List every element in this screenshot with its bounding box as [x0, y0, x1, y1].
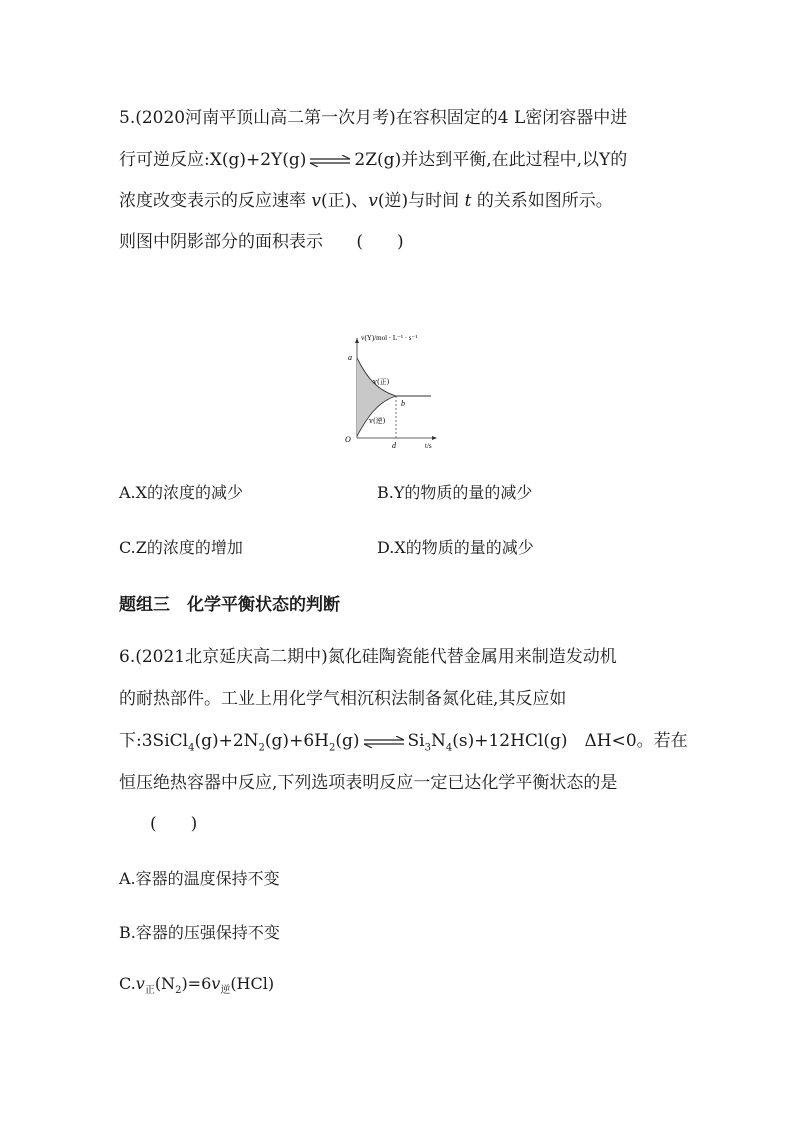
q6-text: Si [407, 731, 425, 751]
q5-line-1 [119, 106, 627, 130]
y-axis-label: v(Y)/mol · L⁻¹ · s⁻¹ [361, 334, 418, 342]
label-d: d [392, 441, 396, 450]
q6-line-3 [119, 729, 688, 760]
q6-option-b[interactable]: B.容器的压强保持不变 [119, 923, 280, 942]
q5-var: v [368, 191, 378, 211]
equilibrium-arrow-icon [362, 736, 406, 748]
x-axis-arrow-icon [432, 436, 437, 440]
option-var: v [135, 974, 145, 993]
subscript: 2 [175, 985, 182, 997]
q5-text: 2Z(g)并达到平衡,在此过程中,以Y的 [354, 150, 628, 170]
subscript: 正 [144, 985, 155, 997]
option-text: (HCl) [230, 974, 275, 993]
reverse-rate-label: v(逆) [369, 417, 386, 425]
label-a: a [348, 353, 352, 362]
x-axis-label: t/s [425, 442, 432, 450]
q5-line-2 [119, 148, 627, 172]
option-var: v [211, 974, 221, 993]
q6-line-2 [119, 687, 566, 711]
subscript: 2 [328, 742, 336, 754]
answer-blank: ( ) [356, 232, 404, 252]
label-b: b [401, 399, 405, 408]
q6-text: 恒压绝热容器中反应,下列选项表明反应一定已达化学平衡状态的是 [119, 773, 618, 793]
option-text: )=6 [181, 974, 212, 993]
q5-text: 浓度改变表示的反应速率 [119, 191, 306, 211]
q6-text: 的耐热部件。工业上用化学气相沉积法制备氮化硅,其反应如 [119, 689, 567, 709]
q5-text: 的关系如图所示。 [476, 191, 613, 211]
q6-line-5 [150, 812, 197, 836]
answer-blank: ( ) [150, 814, 198, 834]
section-title: 题组三 化学平衡状态的判断 [119, 595, 340, 615]
q5-line-4 [119, 230, 404, 254]
q6-text: (s)+12HCl(g) ΔH<0。若在 [452, 731, 688, 751]
y-axis-arrow-icon [355, 338, 359, 343]
subscript: 3 [424, 742, 431, 754]
q5-line-3 [119, 189, 613, 213]
q6-text: (g)+2N [194, 731, 259, 751]
option-text: (N [154, 974, 176, 993]
subscript: 4 [188, 742, 195, 754]
q5-text: (逆)与时间 [377, 191, 460, 211]
equilibrium-arrow-icon [308, 155, 352, 167]
rate-time-graph [337, 328, 457, 456]
q5-option-c[interactable]: C.Z的浓度的增加 [119, 538, 243, 557]
q6-line-4 [119, 771, 617, 795]
q6-line-1 [119, 645, 617, 669]
q5-var: v [311, 191, 322, 211]
label-origin: O [345, 435, 351, 444]
q6-option-a[interactable]: A.容器的温度保持不变 [119, 869, 280, 888]
q6-text: (g) [335, 731, 360, 751]
q5-option-d[interactable]: D.X的物质的量的减少 [377, 538, 534, 557]
q5-option-a[interactable]: A.X的浓度的减少 [119, 483, 244, 502]
subscript: 4 [445, 742, 453, 754]
option-text: C. [119, 974, 136, 993]
q5-text: (正)、 [321, 191, 369, 211]
subscript: 逆 [220, 985, 231, 997]
q6-option-c[interactable] [119, 974, 274, 996]
q5-var: t [464, 191, 472, 211]
q5-text: 5.(2020河南平顶山高二第一次月考)在容积固定的4 L密闭容器中进 [119, 108, 628, 128]
q5-text: 行可逆反应:X(g)+2Y(g) [119, 150, 307, 170]
q6-text: 下:3SiCl [119, 731, 189, 751]
q5-text: 则图中阴影部分的面积表示 [119, 232, 323, 252]
q6-text: N [430, 731, 446, 751]
q6-text: 6.(2021北京延庆高二期中)氮化硅陶瓷能代替金属用来制造发动机 [119, 647, 617, 667]
q6-text: (g)+6H [264, 731, 329, 751]
q5-option-b[interactable]: B.Y的物质的量的减少 [377, 483, 533, 502]
forward-rate-label: v(正) [373, 378, 390, 386]
subscript: 2 [258, 742, 265, 754]
